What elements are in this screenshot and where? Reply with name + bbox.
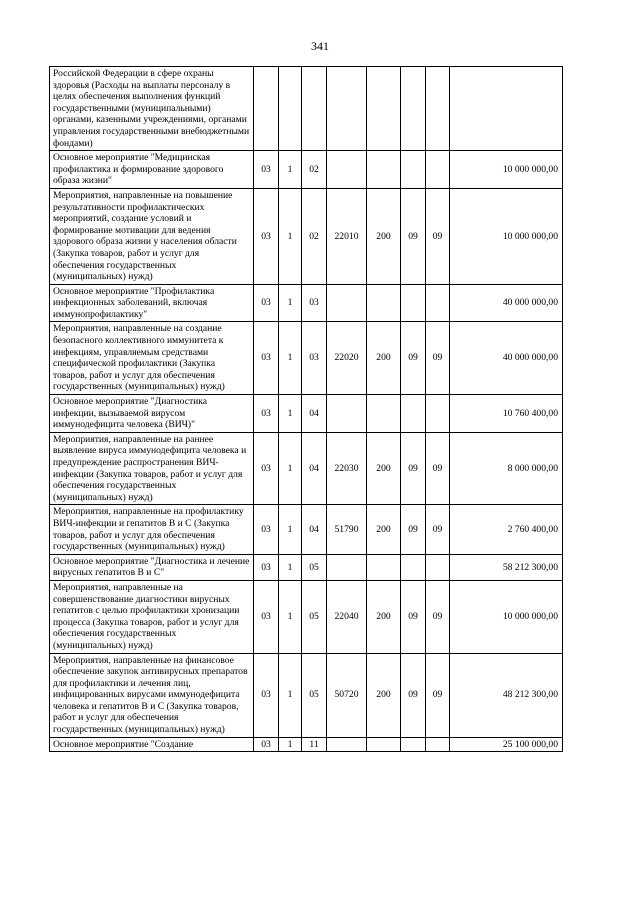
- row-subprogram: 1: [279, 653, 302, 737]
- row-event: [302, 67, 327, 151]
- row-name: Мероприятия, направленные на совершенствование диагностики вирусных гепатитов с целью профилактики хронизации процесса (Закупка товаров, работ и услуг для обеспечения государственных (муниципальных) нужд): [50, 580, 254, 653]
- row-program: 03: [254, 653, 279, 737]
- row-subprogram: 1: [279, 395, 302, 433]
- row-name: Основное мероприятие "Профилактика инфекционных заболеваний, включая иммунопрофилактику": [50, 284, 254, 322]
- row-section: 09: [401, 432, 426, 505]
- row-expense-type: 200: [367, 505, 401, 554]
- row-subsection: [426, 395, 450, 433]
- row-event: 04: [302, 432, 327, 505]
- row-program: 03: [254, 554, 279, 580]
- row-direction: [327, 554, 367, 580]
- row-event: 05: [302, 580, 327, 653]
- row-subprogram: [279, 67, 302, 151]
- row-subsection: [426, 67, 450, 151]
- row-expense-type: [367, 554, 401, 580]
- row-amount: 25 100 000,00: [450, 737, 563, 752]
- row-subsection: 09: [426, 505, 450, 554]
- table-row: [50, 653, 563, 737]
- row-expense-type: 200: [367, 188, 401, 284]
- row-amount: 58 212 300,00: [450, 554, 563, 580]
- row-name: Мероприятия, направленные на финансовое обеспечение закупок антивирусных препаратов для профилактики и лечения лиц, инфицированных вирусами иммунодефицита человека и гепатитов В и С (Закупка товаров, работ и услуг для обеспечения государственных (муниципальных) нужд): [50, 653, 254, 737]
- table-row: [50, 395, 563, 433]
- row-subprogram: 1: [279, 505, 302, 554]
- row-event: 02: [302, 151, 327, 189]
- row-name: Основное мероприятие "Диагностика инфекции, вызываемой вирусом иммунодефицита человека (ВИЧ)": [50, 395, 254, 433]
- row-direction: 50720: [327, 653, 367, 737]
- row-event: 04: [302, 395, 327, 433]
- row-amount: 10 000 000,00: [450, 188, 563, 284]
- row-subsection: [426, 554, 450, 580]
- row-subsection: 09: [426, 188, 450, 284]
- row-name: Мероприятия, направленные на раннее выявление вируса иммунодефицита человека и предупреждение распространения ВИЧ-инфекции (Закупка товаров, работ и услуг для обеспечения государственных (муниципальных) нужд): [50, 432, 254, 505]
- row-direction: [327, 284, 367, 322]
- row-expense-type: 200: [367, 653, 401, 737]
- row-name: Основное мероприятие "Создание: [50, 737, 254, 752]
- row-amount: 10 760 400,00: [450, 395, 563, 433]
- row-section: 09: [401, 188, 426, 284]
- row-event: 03: [302, 284, 327, 322]
- row-name: Основное мероприятие "Медицинская профилактика и формирование здорового образа жизни": [50, 151, 254, 189]
- row-direction: 22030: [327, 432, 367, 505]
- row-section: [401, 554, 426, 580]
- row-section: [401, 151, 426, 189]
- row-section: 09: [401, 580, 426, 653]
- row-expense-type: [367, 151, 401, 189]
- row-expense-type: [367, 395, 401, 433]
- row-section: [401, 67, 426, 151]
- row-section: 09: [401, 505, 426, 554]
- table-row: [50, 737, 563, 752]
- row-amount: 40 000 000,00: [450, 284, 563, 322]
- row-program: 03: [254, 188, 279, 284]
- row-event: 05: [302, 554, 327, 580]
- row-subprogram: 1: [279, 284, 302, 322]
- table-row: [50, 188, 563, 284]
- row-expense-type: 200: [367, 432, 401, 505]
- row-expense-type: 200: [367, 580, 401, 653]
- row-section: 09: [401, 322, 426, 395]
- row-event: 04: [302, 505, 327, 554]
- row-subsection: 09: [426, 432, 450, 505]
- row-expense-type: [367, 284, 401, 322]
- row-program: 03: [254, 737, 279, 752]
- table-row: [50, 284, 563, 322]
- row-amount: 10 000 000,00: [450, 580, 563, 653]
- row-program: 03: [254, 395, 279, 433]
- row-subsection: [426, 284, 450, 322]
- row-section: 09: [401, 653, 426, 737]
- row-subprogram: 1: [279, 737, 302, 752]
- table-row: [50, 580, 563, 653]
- row-name: Мероприятия, направленные на создание безопасного коллективного иммунитета к инфекциям, управляемым средствами специфической профилактики (Закупка товаров, работ и услуг для обеспечения государственных (муниципальных) нужд): [50, 322, 254, 395]
- row-subsection: 09: [426, 653, 450, 737]
- row-event: 11: [302, 737, 327, 752]
- row-section: [401, 395, 426, 433]
- row-name: Основное мероприятие "Диагностика и лечение вирусных гепатитов В и С": [50, 554, 254, 580]
- table-row: [50, 432, 563, 505]
- row-program: 03: [254, 284, 279, 322]
- row-subprogram: 1: [279, 580, 302, 653]
- row-subsection: [426, 737, 450, 752]
- row-subprogram: 1: [279, 188, 302, 284]
- row-expense-type: 200: [367, 322, 401, 395]
- row-direction: 22040: [327, 580, 367, 653]
- row-event: 03: [302, 322, 327, 395]
- row-direction: [327, 737, 367, 752]
- row-program: 03: [254, 322, 279, 395]
- row-amount: 48 212 300,00: [450, 653, 563, 737]
- row-amount: [450, 67, 563, 151]
- table-row: [50, 505, 563, 554]
- row-direction: [327, 67, 367, 151]
- row-name: Мероприятия, направленные на повышение результативности профилактических мероприятий, создание условий и формирование мотивации для ведения здорового образа жизни у населения области (Закупка товаров, работ и услуг для обеспечения государственных (муниципальных) нужд): [50, 188, 254, 284]
- row-section: [401, 737, 426, 752]
- row-name: Мероприятия, направленные на профилактику ВИЧ-инфекции и гепатитов В и С (Закупка товаров, работ и услуг для обеспечения государственных (муниципальных) нужд): [50, 505, 254, 554]
- row-subprogram: 1: [279, 151, 302, 189]
- row-expense-type: [367, 737, 401, 752]
- row-program: 03: [254, 580, 279, 653]
- row-expense-type: [367, 67, 401, 151]
- table-row: [50, 554, 563, 580]
- row-subsection: 09: [426, 580, 450, 653]
- row-direction: 22020: [327, 322, 367, 395]
- row-amount: 40 000 000,00: [450, 322, 563, 395]
- row-amount: 10 000 000,00: [450, 151, 563, 189]
- row-direction: 51790: [327, 505, 367, 554]
- table-row: [50, 151, 563, 189]
- row-amount: 8 000 000,00: [450, 432, 563, 505]
- row-direction: 22010: [327, 188, 367, 284]
- row-subsection: 09: [426, 322, 450, 395]
- row-program: 03: [254, 151, 279, 189]
- row-name: Российской Федерации в сфере охраны здоровья (Расходы на выплаты персоналу в целях обеспечения выполнения функций государственными (муниципальными) органами, казенными учреждениями, органами управления государственными внебюджетными фондами): [50, 67, 254, 151]
- row-amount: 2 760 400,00: [450, 505, 563, 554]
- row-program: 03: [254, 432, 279, 505]
- table-row: [50, 322, 563, 395]
- row-subprogram: 1: [279, 322, 302, 395]
- row-section: [401, 284, 426, 322]
- row-program: [254, 67, 279, 151]
- row-program: 03: [254, 505, 279, 554]
- page-number: 341: [311, 39, 329, 53]
- row-event: 02: [302, 188, 327, 284]
- row-direction: [327, 395, 367, 433]
- row-subsection: [426, 151, 450, 189]
- row-direction: [327, 151, 367, 189]
- row-subprogram: 1: [279, 432, 302, 505]
- budget-table: [49, 66, 563, 752]
- row-subprogram: 1: [279, 554, 302, 580]
- table-row: [50, 67, 563, 151]
- row-event: 05: [302, 653, 327, 737]
